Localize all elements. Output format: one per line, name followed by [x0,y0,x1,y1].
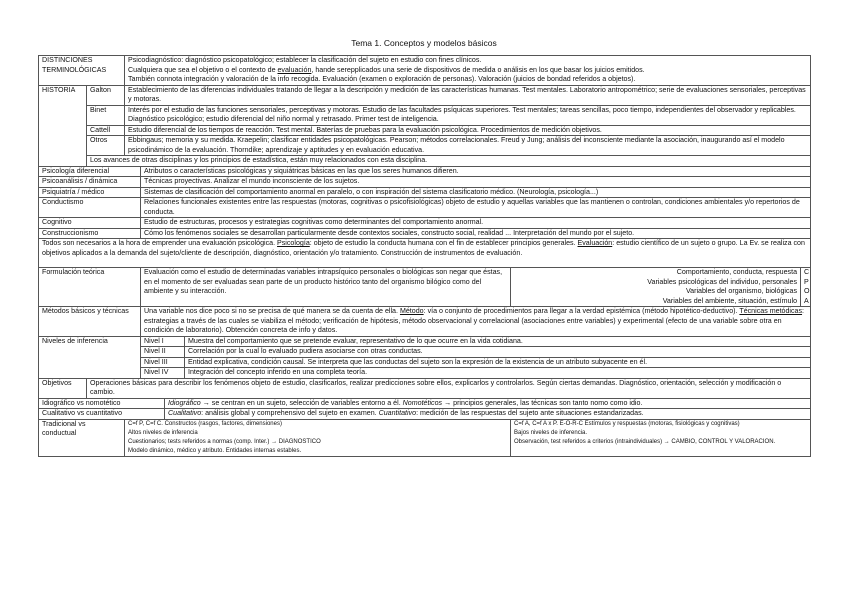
tecnicas-term: Técnicas metódicas [739,307,803,315]
cualitativo-term: Cualitativo [168,409,202,417]
nivel-name: Nivel IV [141,368,185,379]
text-fragment: Cualquiera que sea el objetivo o el contexto de [128,65,278,74]
row-historia-galton [39,85,811,105]
nivel-name: Nivel II [141,347,185,358]
galton-name: Galton [87,85,125,105]
distinciones-line-2 [128,66,807,76]
cattell-text: Estudio diferencial de los tiempos de reacción. Test mental. Baterías de pruebas para la evaluación psicológica. Procedimientos de medición objetivos. [125,125,811,136]
page-title: Tema 1. Conceptos y modelos básicos [351,38,497,48]
formulacion-text: Evaluación como el estudio de determinadas variables intrapsíquico personales o biológicas son negar que éstas, en el momento de ser evaluadas sean parte de un producto histórico tanto del organismo bilógico como del ambiente y su interacción. [141,268,511,307]
cuantitativo-term: Cuantitativo [378,409,417,417]
text-fragment: : análisis global y comprehensivo del sujeto en examen. [201,409,379,417]
row-necesarios [39,239,811,268]
row-distinciones [39,56,811,86]
text-fragment: → principios generales, las técnicas son tanto nomo como idio. [442,398,643,407]
disciplina-text: Sistemas de clasificación del comportamiento anormal en paralelo, o con inspiración del sistema clasificatorio médico. (Neurología, psicología...) [141,187,811,198]
row-conductismo [39,198,811,218]
text-fragment: : estrategias a través de las cuales se viabiliza el método; verificación de hipótesis, método observacional y correlacional (asociaciones entre variables) y experimental (efecto de una variable sobre otra en condición de laboratorio). Obtención concreta de info y datos. [144,307,805,334]
tradicional-left-line: Modelo dinámico, médico y atributo. Entidades internas estables. [128,447,302,454]
distinciones-line-3: También connota integración y valoración de la info recogida. Evaluación (examen o exploración de personas). Valoración (juicios de bondad referidos a objetos). [128,75,636,83]
disciplina-name: Psiquiatría / médico [39,187,141,198]
avances-text: Los avances de otras disciplinas y los principios de estadística, están muy relacionados con esta disciplina. [87,156,811,167]
row-historia-binet [39,105,811,125]
binet-name: Binet [87,105,125,125]
historia-label: HISTORIA [39,85,87,166]
formulacion-label: Formulación teórica [39,268,141,307]
text-fragment: → se centran en un sujeto, selección de variables entorno a él. [200,398,403,407]
disciplina-text: Estudio de estructuras, procesos y estrategias cognitivas como determinantes del comportamiento anormal. [141,218,811,229]
row-cualitativo [39,409,811,420]
nomotetico-term: Nomotéticos [402,398,443,407]
metodos-label: Métodos básicos y técnicas [39,307,141,337]
cattell-name: Cattell [87,125,125,136]
tradicional-right-line: Bajos niveles de inferencia. [514,429,588,436]
text-fragment: : objeto de estudio la conducta humana con el fin de establecer principios generales. [309,239,578,247]
row-formulacion-1 [39,268,811,278]
row-psicologia-diferencial [39,166,811,177]
tradicional-left [125,419,511,456]
text-fragment: : estudio científico de un sujeto o grupo. La Ev. se realiza con objetivos aplicados a la demanda del sujeto/cliente de descripción, diagnóstico, orientación y/o tratamiento. Construcción de instrumentos de evaluación. [42,239,805,257]
row-metodos [39,307,811,337]
disciplina-text: Atributos o características psicológicas y siquiátricas básicas en las que los seres humanos difieren. [141,166,811,177]
cualitativo-text [165,409,811,420]
tradicional-right-line: C=f A, C=f A x P. E-O-R-C Estímulos y respuestas (motoras, fisiológicas y cognitivas) [514,420,740,427]
distinciones-line-1: Psicodiagnóstico: diagnóstico psicopatológico; establecer la clasificación del sujeto en estudio con fines clínicos. [128,56,482,64]
otros-text: Ebbingaus; memoria y su medida. Kraepelin; clasificar entidades psicopatológicas. Pearson; métodos correlacionales. Freud y Jung; análisis del inconsciente mediante la asociación, inaugurando así el modelo psicodinámico de la evaluación. Thorndike; aprendizaje y aptitudes y en evaluación educativa. [125,136,811,156]
idiografico-term: Idiográfico [168,398,201,407]
summary-table [38,55,811,457]
disciplina-text: Cómo los fenómenos sociales se desarrollan particularmente desde contextos sociales, constructo social, realidad ... Interpretación del mundo por el sujeto. [141,228,811,239]
distinciones-label: DISTINCIONES TERMINOLÓGICAS [39,56,125,86]
galton-text: Establecimiento de las diferencias individuales tratando de llegar a la descripción y medición de las características humanas. Test mentales. Laboratorio antropométrico; serie de evaluaciones sensoriales, perceptivas y motoras. [125,85,811,105]
tradicional-left-line: Cuestionarios; tests referidos a normas (comp. Inter.) → DIAGNÓSTICO [128,438,321,445]
row-psiquiatria [39,187,811,198]
tradicional-right [511,419,811,456]
row-cognitivo [39,218,811,229]
formulacion-letter: P [801,278,811,288]
text-fragment: : vía o conjunto de procedimientos para llegar a la verdad epistémica (método hipotético-deductivo). [423,307,740,315]
text-fragment: Una variable nos dice poco si no se precisa de qué manera se da cuenta de ella. [144,307,400,315]
evaluacion-term: evaluación [277,65,312,74]
metodos-text [141,307,811,337]
necesarios-text [39,239,811,268]
psicologia-term: Psicología [277,239,310,247]
nivel-name: Nivel I [141,336,185,347]
tradicional-label: Tradicional vs conductual [39,419,125,456]
objetivos-label: Objetivos [39,378,87,398]
row-construccionismo [39,228,811,239]
cualitativo-label: Cualitativo vs cuantitativo [39,409,165,420]
tradicional-right-line: Observación, test referidos a criterios (intraindividuales) → CAMBIO, CONTROL Y VALORACIÓN. [514,438,776,445]
niveles-label: Niveles de inferencia [39,336,141,378]
formulacion-letter: O [801,287,811,297]
nivel-text: Muestra del comportamiento que se pretende evaluar, representativo de lo que ocurre en la vida cotidiana. [185,336,811,347]
metodo-term: Método [399,307,424,315]
idiografico-text [165,398,811,409]
disciplina-name: Conductismo [39,198,141,218]
row-idiografico [39,398,811,409]
formulacion-letter: A [801,297,811,307]
disciplina-name: Psicoanálisis / dinámica [39,177,141,188]
row-nivel-4 [39,368,811,379]
nivel-text: Entidad explicativa, condición causal. Se interpreta que las conductas del sujeto son la expresión de la existencia de un atributo subyacente en él. [185,357,811,368]
evaluacion-term: Evaluación [577,239,613,247]
distinciones-text [125,56,811,86]
disciplina-text: Técnicas proyectivas. Analizar el mundo inconsciente de los sujetos. [141,177,811,188]
formulacion-var: Variables del ambiente, situación, estímulo [511,297,801,307]
text-fragment: , hande serepplicados una serie de dispositivos de medida o análisis en los que basar los juicios emitidos. [311,65,645,74]
nivel-text: Integración del concepto inferido en una completa teoría. [185,368,811,379]
row-psicoanalisis [39,177,811,188]
row-historia-cattell [39,125,811,136]
tradicional-left-line: C=f P, C=f C. Constructos (rasgos, factores, dimensiones) [128,420,282,427]
row-tradicional [39,419,811,456]
disciplina-name: Cognitivo [39,218,141,229]
formulacion-var: Comportamiento, conducta, respuesta [511,268,801,278]
nivel-name: Nivel III [141,357,185,368]
row-historia-avances [39,156,811,167]
otros-name: Otros [87,136,125,156]
formulacion-var: Variables psicológicas del individuo, personales [511,278,801,288]
row-historia-otros [39,136,811,156]
row-nivel-3 [39,357,811,368]
row-nivel-1 [39,336,811,347]
text-fragment: : medición de las respuestas del sujeto ante situaciones estandarizadas. [416,409,644,417]
row-nivel-2 [39,347,811,358]
formulacion-var: Variables del organismo, biológicas [511,287,801,297]
disciplina-name: Construccionismo [39,228,141,239]
idiografico-label: Idiográfico vs nomotético [39,398,165,409]
disciplina-name: Psicología diferencial [39,166,141,177]
row-objetivos [39,378,811,398]
nivel-text: Correlación por la cual lo evaluado pudiera asociarse con otras conductas. [185,347,811,358]
tradicional-left-line: Altos niveles de inferencia [128,429,198,436]
objetivos-text: Operaciones básicas para describir los fenómenos objeto de estudio, clasificarlos, realizar predicciones sobre ellos, explicarlos y controlarlos. Según ciertas demandas. Diagnóstico, orientación, selección y modificación o cambio. [87,378,811,398]
disciplina-text: Relaciones funcionales existentes entre las respuestas (motoras, cognitivas o psicofisiológicas) objeto de estudio y aquellas variables que las mantienen o controlan, condiciones ambientales y/o repertorios de conducta. [141,198,811,218]
text-fragment: Todos son necesarios a la hora de emprender una evaluación psicológica. [42,239,278,247]
formulacion-letter: C [801,268,811,278]
binet-text: Interés por el estudio de las funciones sensoriales, perceptivas y motoras. Estudio de las facultades psíquicas superiores. Test mentales; tareas sencillas, poco tiempo, independientes del observador y replicables. Diagnóstico psicológico; estudio diferencial del niño normal y retrasado. Primer test de inteligencia. [125,105,811,125]
